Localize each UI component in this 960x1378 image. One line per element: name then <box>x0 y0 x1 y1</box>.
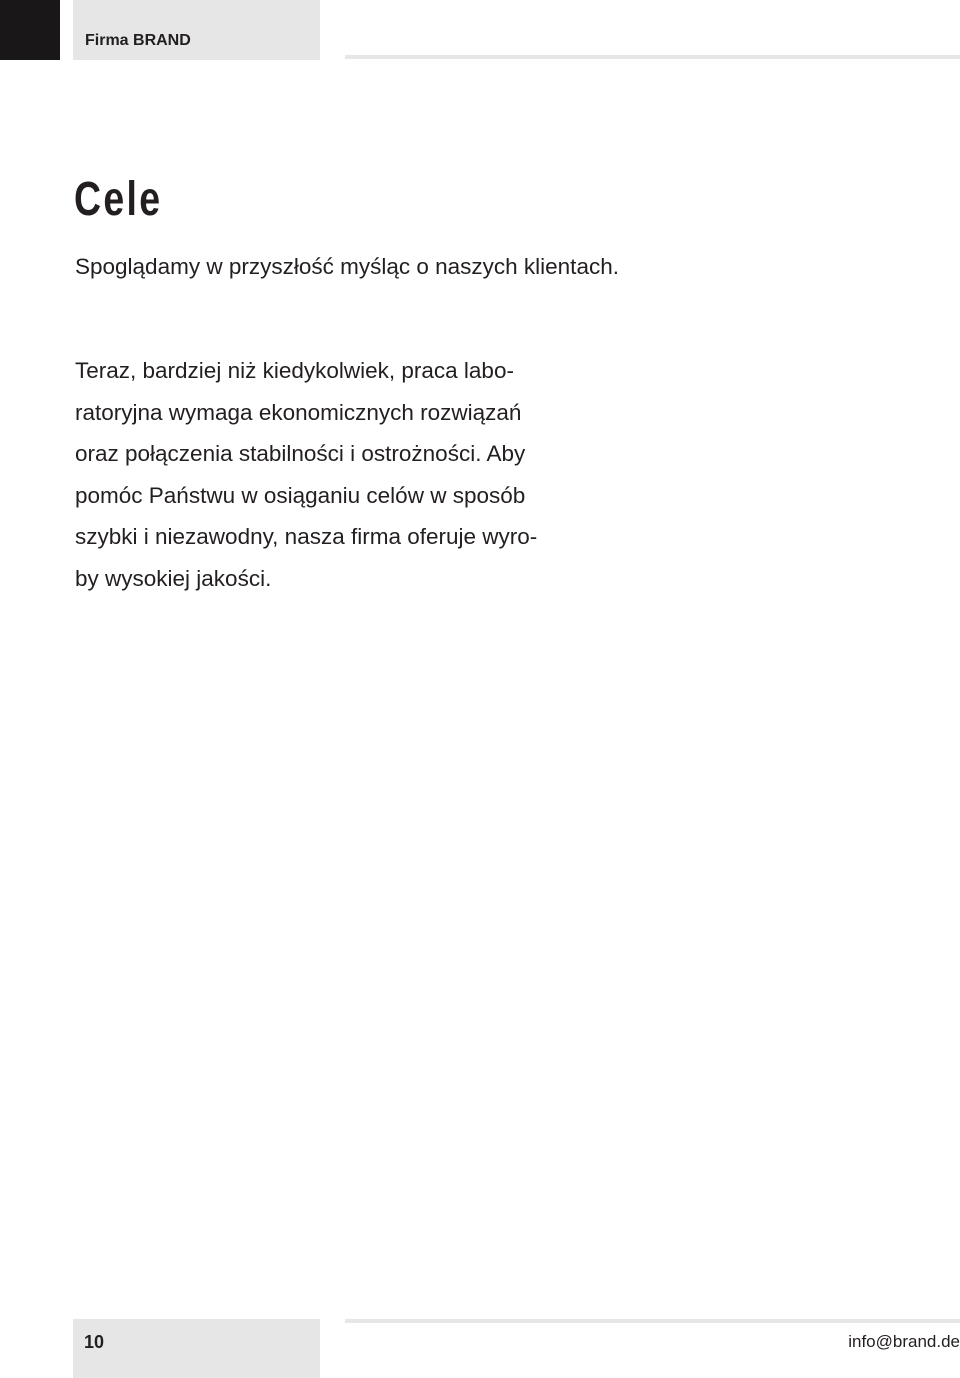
body-paragraph <box>75 350 575 600</box>
body-line: by wysokiej jakości. <box>75 565 272 591</box>
corner-block <box>0 0 60 60</box>
header-rule <box>345 55 960 59</box>
footer-email[interactable]: info@brand.de <box>848 1332 960 1351</box>
body-line: szybki i niezawodny, nasza firma oferuje wyro- <box>75 524 538 550</box>
page-title: Cele <box>74 173 163 226</box>
footer-tab <box>73 1319 320 1378</box>
body-line: Teraz, bardziej niż kiedykolwiek, praca labo- <box>75 358 514 383</box>
body-line: ratoryjna wymaga ekonomicznych rozwiązań <box>75 399 522 425</box>
body-line: pomóc Państwu w osiąganiu celów w sposób <box>75 482 526 508</box>
header-tab <box>73 0 320 60</box>
page-subtitle: Spoglądamy w przyszłość myśląc o naszych klientach. <box>75 254 619 279</box>
company-name: Firma BRAND <box>85 32 191 49</box>
footer-rule <box>345 1319 960 1323</box>
page-number: 10 <box>84 1332 105 1352</box>
body-line: oraz połączenia stabilności i ostrożności. Aby <box>75 441 526 467</box>
